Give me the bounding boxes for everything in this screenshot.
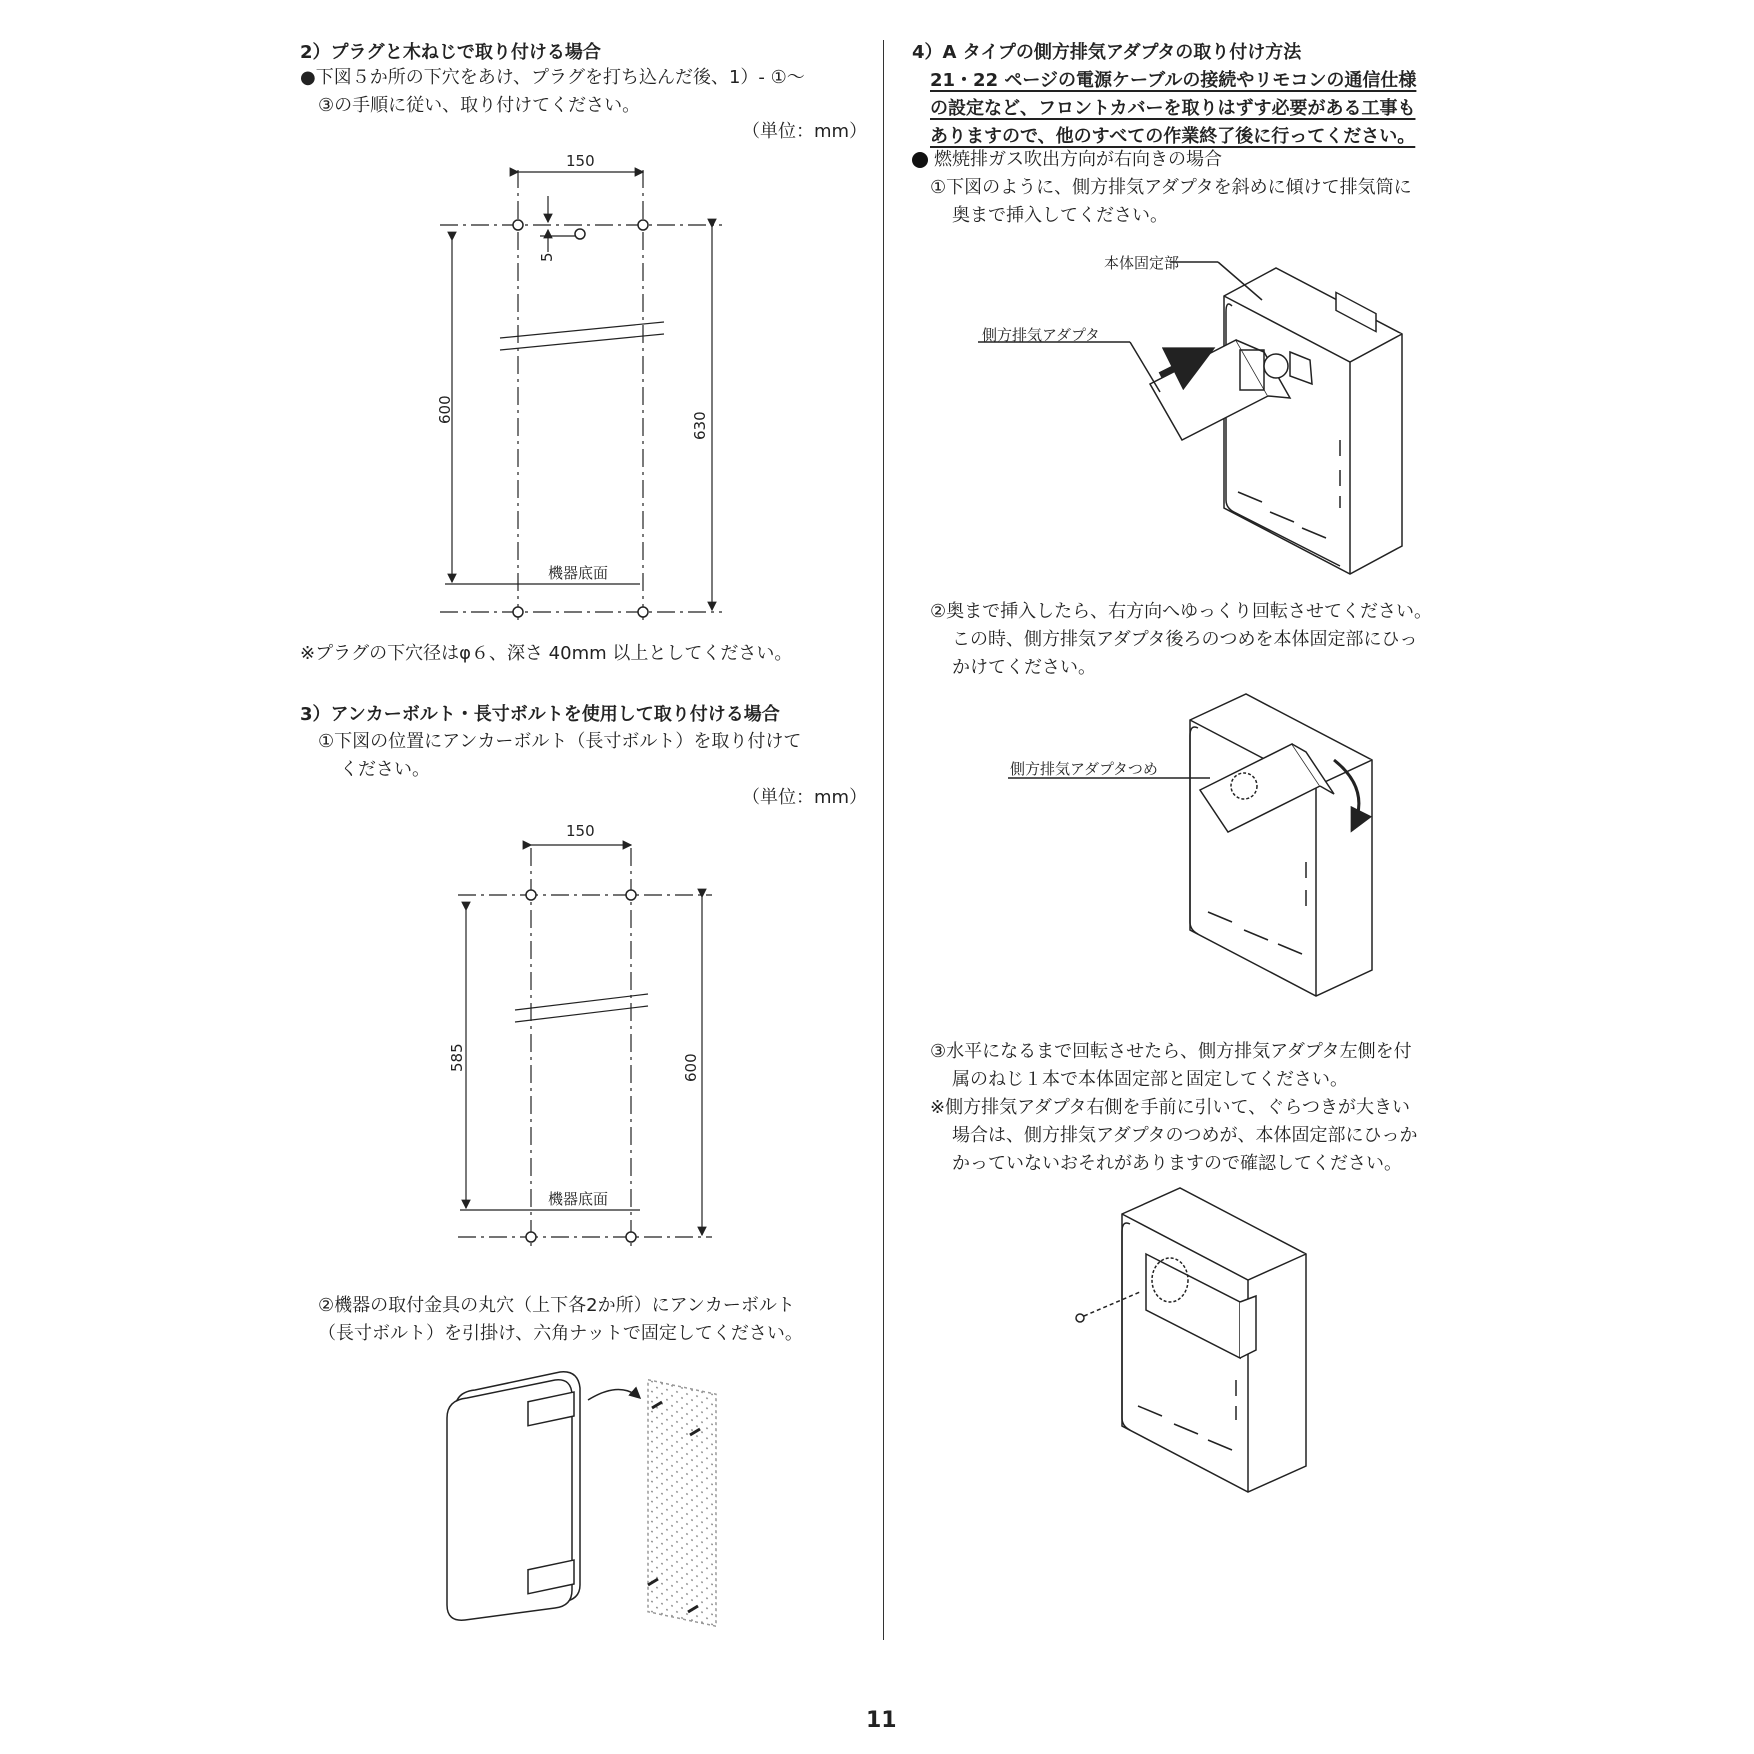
fig1-fixing-part-label: 本体固定部 [1104,254,1180,272]
adapter-fixed-illustration [1076,1188,1306,1492]
dim-width-label: 150 [566,152,595,170]
step2-line1: ②奥まで挿入したら、右方向へゆっくり回転させてください。 [930,601,1432,622]
unit-label: （単位：mm） [742,121,868,142]
adapter-insert-illustration [978,262,1402,574]
holes-2 [526,890,636,1242]
dim-height-right-label-2: 600 [682,1053,700,1082]
section-3-step1-line2: ください。 [340,759,430,780]
section-2-instruction-line2: ③の手順に従い、取り付けてください。 [318,95,641,116]
bolt-mount-illustration [447,1372,716,1626]
note-line3: かっていないおそれがありますので確認してください。 [952,1153,1402,1174]
section-3-step2-line2: （長寸ボルト）を引掛け、六角ナットで固定してください。 [318,1323,803,1344]
dim-width-label-2: 150 [566,822,595,840]
step3-line1: ③水平になるまで回転させたら、側方排気アダプタ左側を付 [930,1041,1412,1062]
section-3-step2-line1: ②機器の取付金具の丸穴（上下各2か所）にアンカーボルト [318,1295,795,1316]
warning-line2: の設定など、フロントカバーを取りはずす必要がある工事も [930,98,1416,119]
unit-label-2: （単位：mm） [742,787,868,808]
dim-offset-label: 5 [538,252,556,262]
section-2-note: ※プラグの下穴径はφ６、深さ 40mm 以上としてください。 [300,643,793,664]
warning-line3: ありますので、他のすべての作業終了後に行ってください。 [930,126,1416,147]
section-3-heading: 3）アンカーボルト・長寸ボルトを使用して取り付ける場合 [300,704,780,725]
fig1-adapter-label: 側方排気アダプタ [982,326,1100,344]
step1-line1: ①下図のように、側方排気アダプタを斜めに傾けて排気筒に [930,177,1412,198]
section-2-heading: 2）プラグと木ねじで取り付ける場合 [300,42,601,63]
adapter-rotate-illustration [1008,694,1372,996]
fig2-claw-label: 側方排気アダプタつめ [1010,760,1158,778]
step3-line2: 属のねじ１本で本体固定部と固定してください。 [952,1069,1348,1090]
page-number: 11 [866,1708,897,1733]
note-line2: 場合は、側方排気アダプタのつめが、本体固定部にひっか [952,1125,1418,1146]
note-line1: ※側方排気アダプタ右側を手前に引いて、ぐらつきが大きい [930,1097,1411,1118]
bottom-label: 機器底面 [548,564,609,582]
dim-height-left-label-2: 585 [448,1043,466,1072]
section-4-heading: 4）A タイプの側方排気アダプタの取り付け方法 [912,42,1302,63]
case-label: 燃焼排ガス吹出方向が右向きの場合 [934,149,1222,170]
step2-line2: この時、側方排気アダプタ後ろのつめを本体固定部にひっ [952,629,1418,650]
section-2-instruction-line1: ●下図５か所の下穴をあけ、プラグを打ち込んだ後、1）- ①～ [300,67,805,88]
bottom-label-2: 機器底面 [548,1190,609,1208]
step1-line2: 奥まで挿入してください。 [952,205,1168,226]
holes-1 [513,220,648,617]
warning-line1: 21・22 ページの電源ケーブルの接続やリモコンの通信仕様 [930,70,1417,91]
dim-height-right-label: 630 [691,411,709,440]
hole-diagram-2 [458,845,712,1250]
section-3-step1-line1: ①下図の位置にアンカーボルト（長寸ボルト）を取り付けて [318,731,802,752]
step2-line3: かけてください。 [952,657,1096,678]
dim-height-left-label: 600 [436,395,454,424]
